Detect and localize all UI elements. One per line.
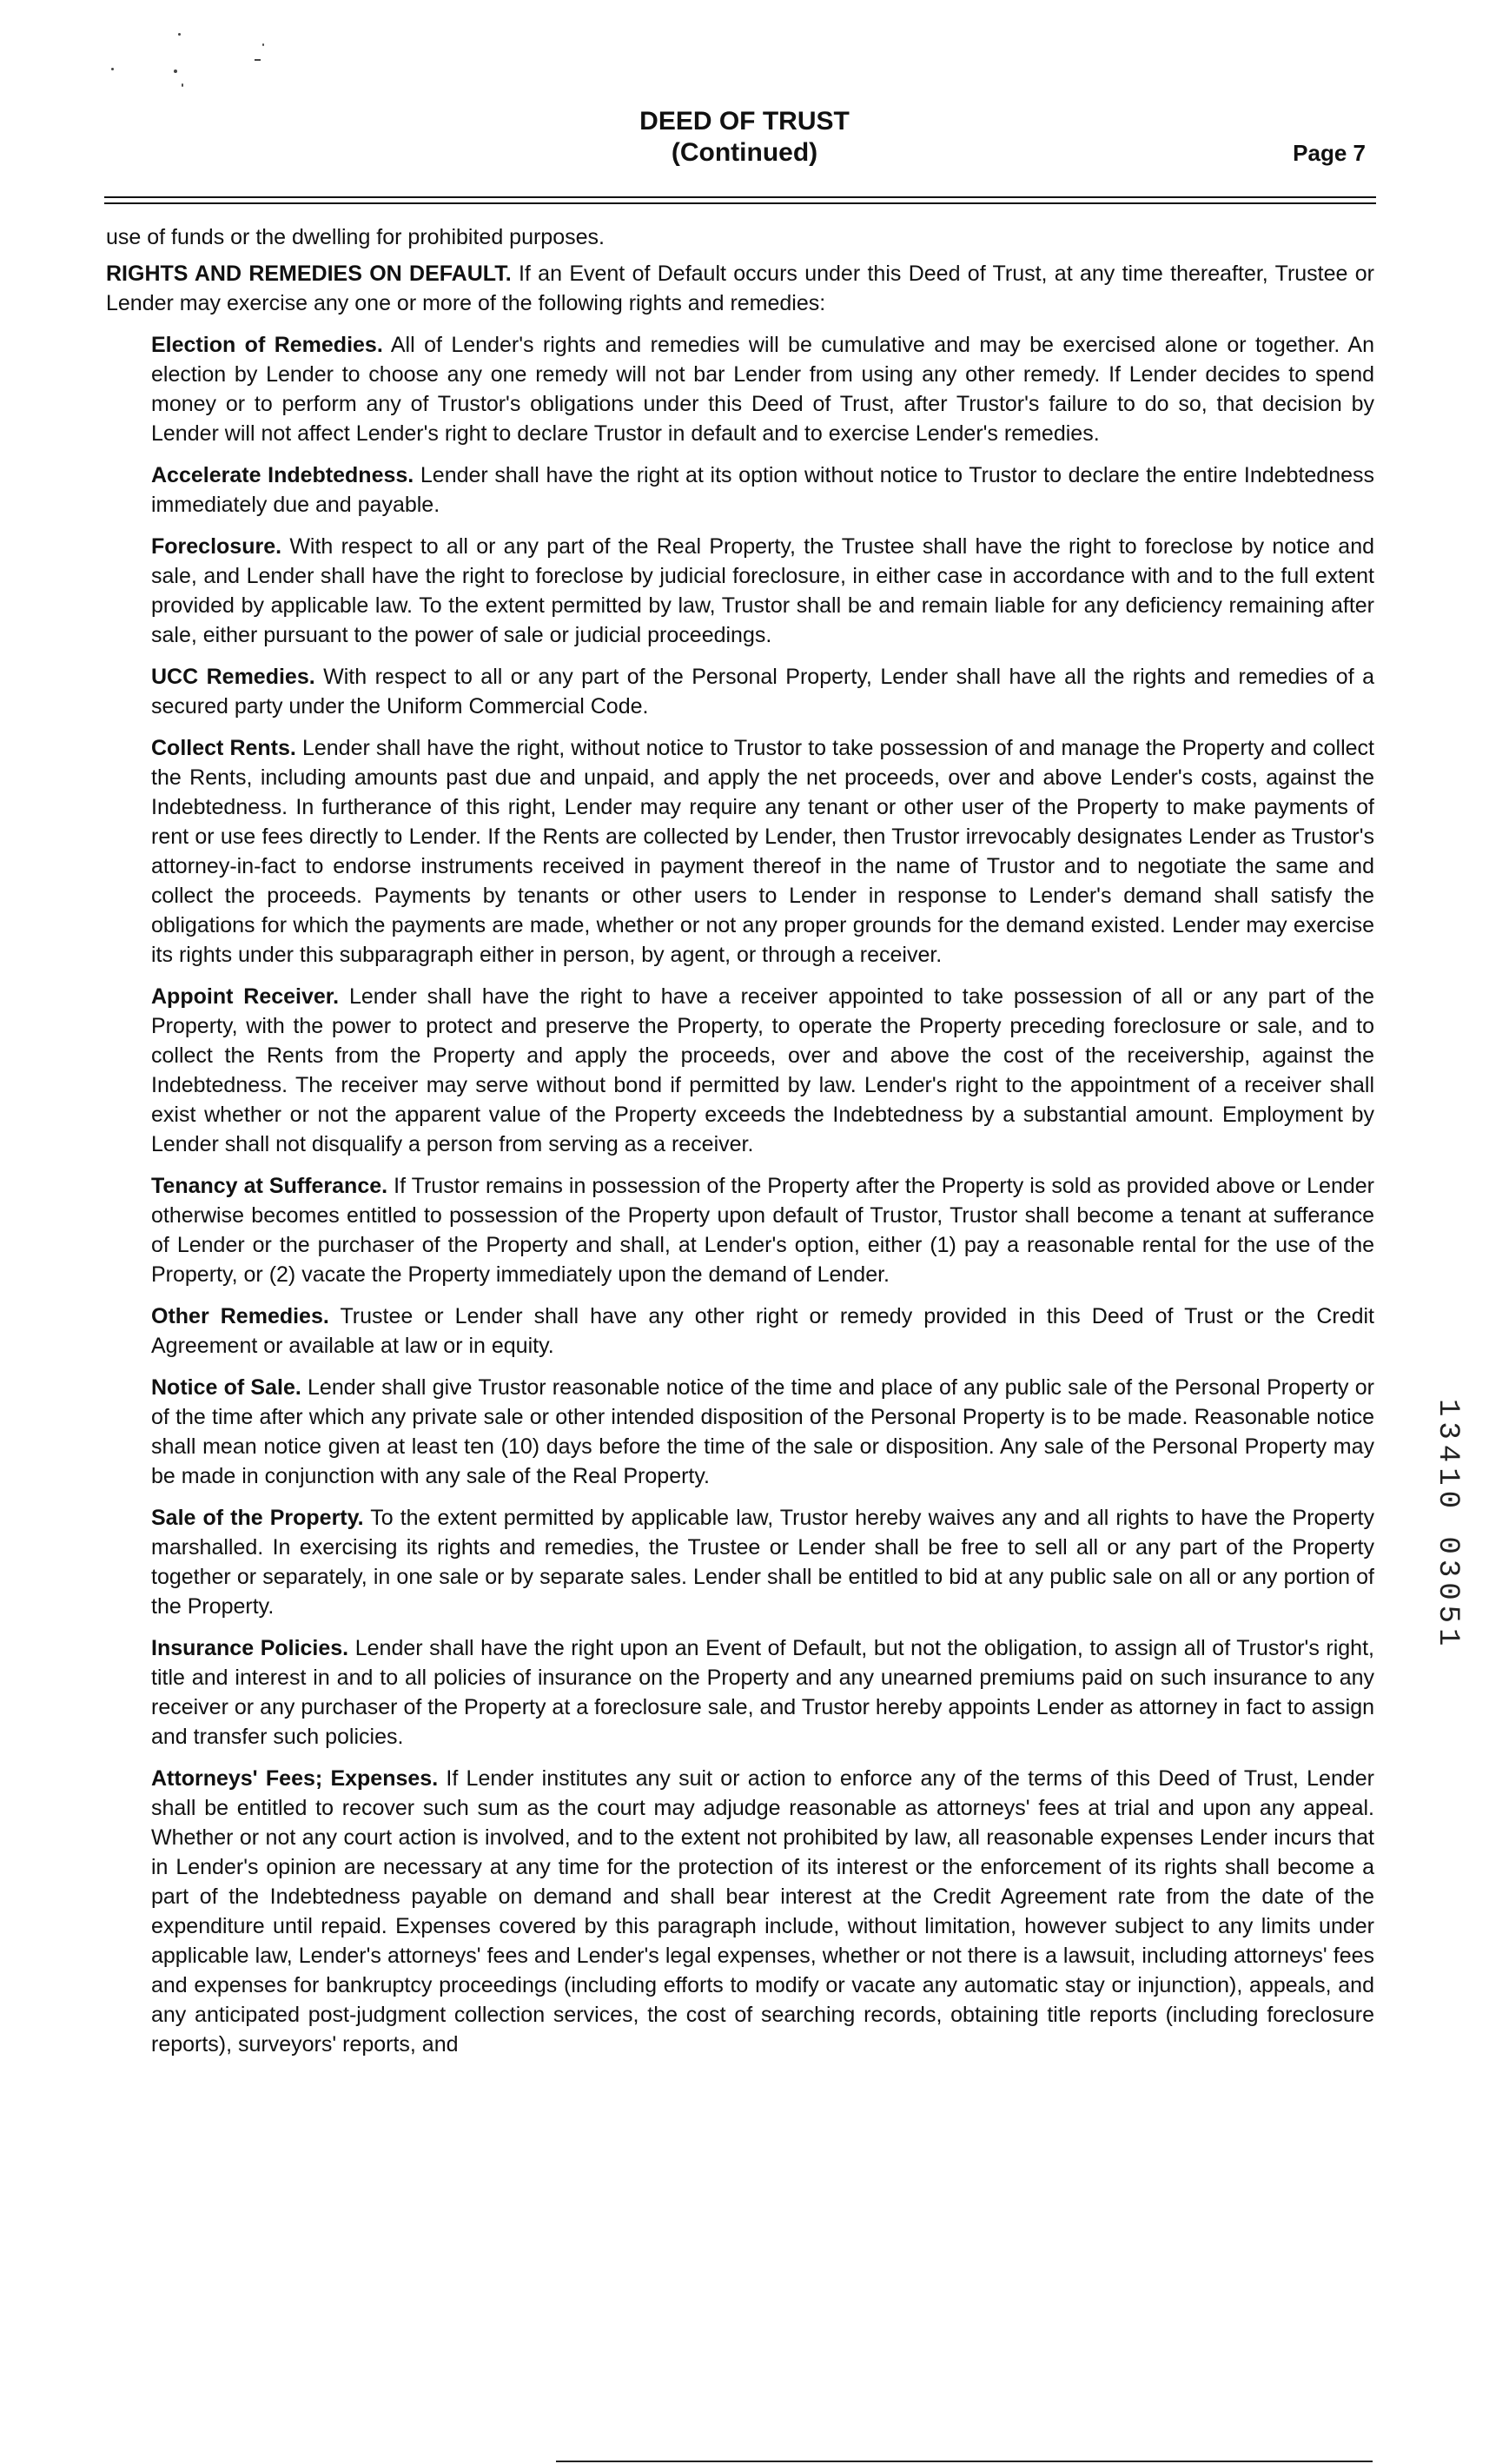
continued-text: use of funds or the dwelling for prohibited purposes. [106, 225, 605, 249]
paragraph-heading: Attorneys' Fees; Expenses. [151, 1766, 439, 1791]
page-number: Page 7 [1293, 140, 1366, 166]
paragraph-heading: Appoint Receiver. [151, 984, 340, 1009]
paragraph-heading: Insurance Policies. [151, 1636, 349, 1660]
paragraph-heading: Election of Remedies. [151, 333, 383, 357]
paragraph-accelerate-indebtedness [151, 460, 1374, 520]
paragraph-heading: UCC Remedies. [151, 665, 315, 689]
paragraph-heading: Tenancy at Sufferance. [151, 1174, 388, 1198]
paragraph-heading: Other Remedies. [151, 1304, 329, 1328]
paragraph-text: With respect to all or any part of the Personal Property, Lender shall have all the rights and remedies of a secured party under the Uniform Commercial Code. [151, 665, 1374, 719]
paragraph-heading: Foreclosure. [151, 534, 282, 559]
paragraph-text: If Trustor remains in possession of the Property after the Property is sold as provided above or Lender otherwise becomes entitled to possession of the Property upon default of Trustor, Trustor shall become a tenant at sufferance of Lender or the purchaser of the Property and shall, at Lender's option, either (1) pay a reasonable rental for the use of the Property, or (2) vacate the Property immediately upon the demand of Lender. [151, 1174, 1374, 1287]
scan-speck [255, 59, 261, 61]
paragraph-appoint-receiver [151, 982, 1374, 1159]
paragraph-text: If Lender institutes any suit or action to enforce any of the terms of this Deed of Trust, Lender shall be entitled to recover such sum as the court may adjudge reasonable as attorneys' fees at trial and upon any appeal. Whether or not any court action is involved, and to the extent not prohibited by law, all reasonable expenses Lender incurs that in Lender's opinion are necessary at any time for the protection of its interest or the enforcement of its rights shall become a part of the Indebtedness payable on demand and shall bear interest at the Credit Agreement rate from the date of the expenditure until repaid. Expenses covered by this paragraph include, without limitation, however subject to any limits under applicable law, Lender's attorneys' fees and Lender's legal expenses, whether or not there is a lawsuit, including attorneys' fees and expenses for bankruptcy proceedings (including efforts to modify or vacate any automatic stay or injunction), appeals, and any anticipated post-judgment collection services, the cost of searching records, obtaining title reports (including foreclosure reports), surveyors' reports, and [151, 1766, 1374, 2057]
paragraph-ucc-remedies [151, 662, 1374, 721]
margin-reference-number: 13410 03051 [1431, 1399, 1464, 1652]
paragraph-text: Lender shall have the right upon an Event of Default, but not the obligation, to assign all of Trustor's right, title and interest in and to all policies of insurance on the Property and any unearned premiums paid on such insurance to any receiver or any purchaser of the Property at a foreclosure sale, and Trustor hereby appoints Lender as attorney in fact to assign and transfer such policies. [151, 1636, 1374, 1749]
document-body [106, 222, 1374, 2071]
paragraph-text: All of Lender's rights and remedies will be cumulative and may be exercised alone or together. An election by Lender to choose any one remedy will not bar Lender from using any other remedy. If Lender decides to spend money or to perform any of Trustor's obligations under this Deed of Trust, after Trustor's failure to do so, that decision by Lender will not affect Lender's right to declare Trustor in default and to exercise Lender's remedies. [151, 333, 1374, 446]
paragraph-text: Trustee or Lender shall have any other right or remedy provided in this Deed of Trust or the Credit Agreement or available at law or in equity. [151, 1304, 1375, 1358]
paragraph-collect-rents [151, 733, 1374, 970]
footer-rule [556, 2461, 1373, 2462]
section-rights-and-remedies [106, 259, 1374, 318]
header-rule-bottom [104, 202, 1376, 204]
paragraph-election-of-remedies [151, 330, 1374, 448]
paragraph-notice-of-sale [151, 1373, 1374, 1491]
section-heading: RIGHTS AND REMEDIES ON DEFAULT. [106, 262, 512, 286]
document-subtitle: (Continued) [671, 138, 818, 167]
paragraph-heading: Accelerate Indebtedness. [151, 463, 414, 487]
scan-speck [178, 33, 181, 36]
paragraph-text: Lender shall give Trustor reasonable notice of the time and place of any public sale of the Personal Property or of the time after which any private sale or other intended disposition of the Personal Property is to be made. Reasonable notice shall mean notice given at least ten (10) days before the time of the sale or disposition. Any sale of the Personal Property may be made in conjunction with any sale of the Real Property. [151, 1375, 1374, 1488]
paragraph-text: Lender shall have the right at its option without notice to Trustor to declare the entire Indebtedness immediately due and payable. [151, 463, 1375, 517]
paragraph-heading: Sale of the Property. [151, 1506, 364, 1530]
scan-speck [182, 83, 183, 87]
scan-speck [262, 43, 264, 46]
header-rule-top [104, 196, 1376, 198]
paragraph-other-remedies [151, 1302, 1374, 1361]
paragraph-sale-of-the-property [151, 1503, 1374, 1621]
section-text: If an Event of Default occurs under this Deed of Trust, at any time thereafter, Trustee or Lender may exercise any one or more of the following rights and remedies: [106, 262, 1374, 315]
paragraph-text: Lender shall have the right, without notice to Trustor to take possession of and manage the Property and collect the Rents, including amounts past due and unpaid, and apply the net proceeds, over and above Lender's costs, against the Indebtedness. In furtherance of this right, Lender may require any tenant or other user of the Property to make payments of rent or use fees directly to Lender. If the Rents are collected by Lender, then Trustor irrevocably designates Lender as Trustor's attorney-in-fact to endorse instruments received in payment thereof in the name of Trustor and to negotiate the same and collect the proceeds. Payments by tenants or other users to Lender in response to Lender's demand shall satisfy the obligations for which the payments are made, whether or not any proper grounds for the demand existed. Lender may exercise its rights under this subparagraph either in person, by agent, or through a receiver. [151, 736, 1374, 967]
paragraph-foreclosure [151, 532, 1374, 650]
document-title: DEED OF TRUST [639, 107, 850, 136]
paragraph-attorneys-fees-expenses [151, 1764, 1374, 2059]
page-header [0, 103, 1489, 181]
paragraph-text: To the extent permitted by applicable law, Trustor hereby waives any and all rights to have the Property marshalled. In exercising its rights and remedies, the Trustee or Lender shall be free to sell all or any part of the Property together or separately, in one sale or by separate sales. Lender shall be entitled to bid at any public sale on all or any portion of the Property. [151, 1506, 1375, 1619]
scan-speck [111, 68, 114, 70]
paragraph-heading: Collect Rents. [151, 736, 296, 760]
paragraph-tenancy-at-sufferance [151, 1171, 1374, 1289]
paragraph-text: Lender shall have the right to have a receiver appointed to take possession of all or any part of the Property, with the power to protect and preserve the Property, to operate the Property preceding foreclosure or sale, and to collect the Rents from the Property and apply the proceeds, over and above the cost of the receivership, against the Indebtedness. The receiver may serve without bond if permitted by law. Lender's right to the appointment of a receiver shall exist whether or not the apparent value of the Property exceeds the Indebtedness by a substantial amount. Employment by Lender shall not disqualify a person from serving as a receiver. [151, 984, 1374, 1156]
scan-speck [174, 70, 177, 73]
paragraph-text: With respect to all or any part of the Real Property, the Trustee shall have the right to foreclose by notice and sale, and Lender shall have the right to foreclose by judicial foreclosure, in either case in accordance with and to the full extent provided by applicable law. To the extent permitted by law, Trustor shall be and remain liable for any deficiency remaining after sale, either pursuant to the power of sale or judicial proceedings. [151, 534, 1375, 647]
paragraph-insurance-policies [151, 1633, 1374, 1752]
paragraph-heading: Notice of Sale. [151, 1375, 301, 1400]
